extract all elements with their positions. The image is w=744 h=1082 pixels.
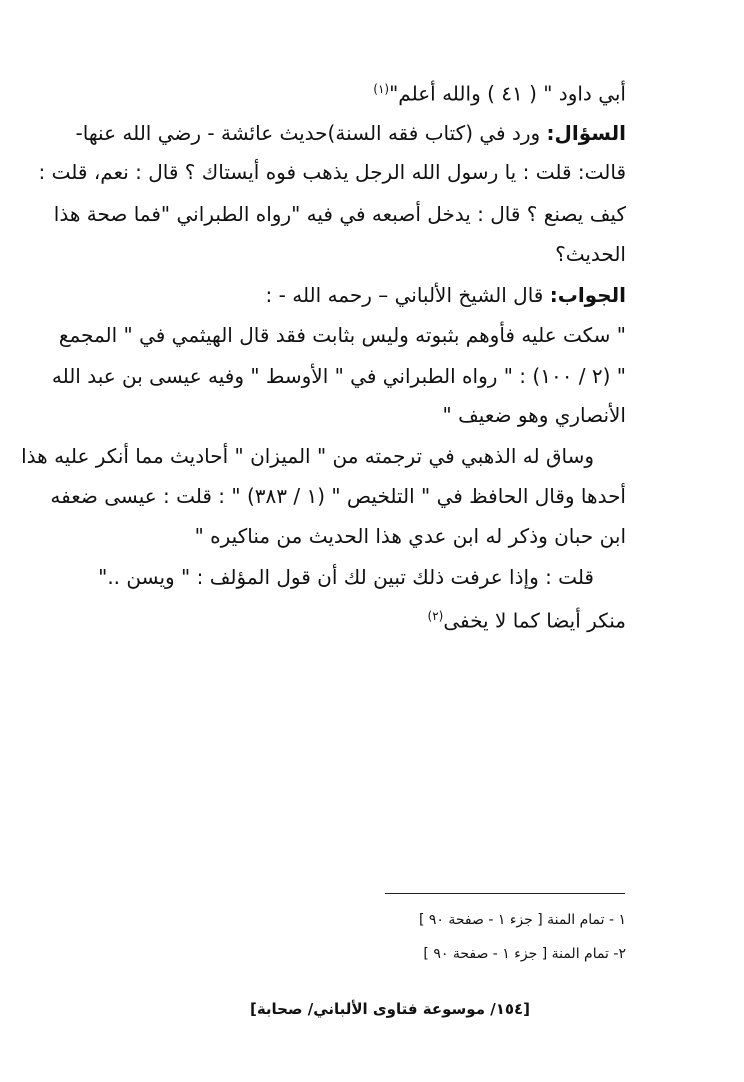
text-line-1: أبي داود " ( ٤١ ) والله أعلم"$^{(١)}$ [373, 81, 626, 106]
footnote-ref-2: (٢) [427, 609, 444, 623]
text-line-7: " سكت عليه فأوهم بثبوته وليس بثابت فقد قال الهيثمي في " المجمع [58, 323, 626, 347]
text-line-4: كيف يصنع ؟ قال : يدخل أصبعه في فيه "رواه الطبراني "فما صحة هذا [53, 202, 626, 226]
text-line-8: " (٢ / ١٠٠) : " رواه الطبراني في " الأوسط " وفيه عيسى بن عبد الله [51, 364, 626, 388]
text-line-13: قلت : وإذا عرفت ذلك تبين لك أن قول المؤلف : " ويسن .." [98, 565, 594, 589]
text-line-12: ابن حبان وذكر له ابن عدي هذا الحديث من مناكيره " [194, 524, 626, 548]
footnote-1: ١ - تمام المنة [ جزء ١ - صفحة ٩٠ ] [418, 912, 626, 928]
text-line-5: الحديث؟ [555, 242, 626, 266]
text-line-14: منكر أيضا كما لا يخفى$^{(٢)}$ [427, 608, 626, 633]
text-line-9: الأنصاري وهو ضعيف " [442, 403, 626, 427]
question-label: السؤال: [546, 121, 626, 145]
footnote-ref-1: (١) [373, 82, 390, 96]
page-footer: [١٥٤/ موسوعة فتاوى الألباني/ صحابة] [249, 1000, 531, 1018]
footnote-divider [385, 893, 625, 894]
answer-label: الجواب: [549, 283, 626, 307]
footnote-2: ٢- تمام المنة [ جزء ١ - صفحة ٩٠ ] [423, 946, 626, 962]
question-line: السؤال: ورد في (كتاب فقه السنة)حديث عائشة - رضي الله عنها- [75, 121, 626, 145]
text-line-3: قالت: قلت : يا رسول الله الرجل يذهب فوه أيستاك ؟ قال : نعم، قلت : [38, 160, 626, 184]
text-line-11: أحدها وقال الحافظ في " التلخيص " (١ / ٣٨٣) " : قلت : عيسى ضعفه [50, 484, 626, 508]
answer-line: الجواب: قال الشيخ الألباني – رحمه الله - : [265, 283, 626, 307]
text-line-10: وساق له الذهبي في ترجمته من " الميزان " أحاديث مما أنكر عليه هذا [21, 444, 594, 468]
